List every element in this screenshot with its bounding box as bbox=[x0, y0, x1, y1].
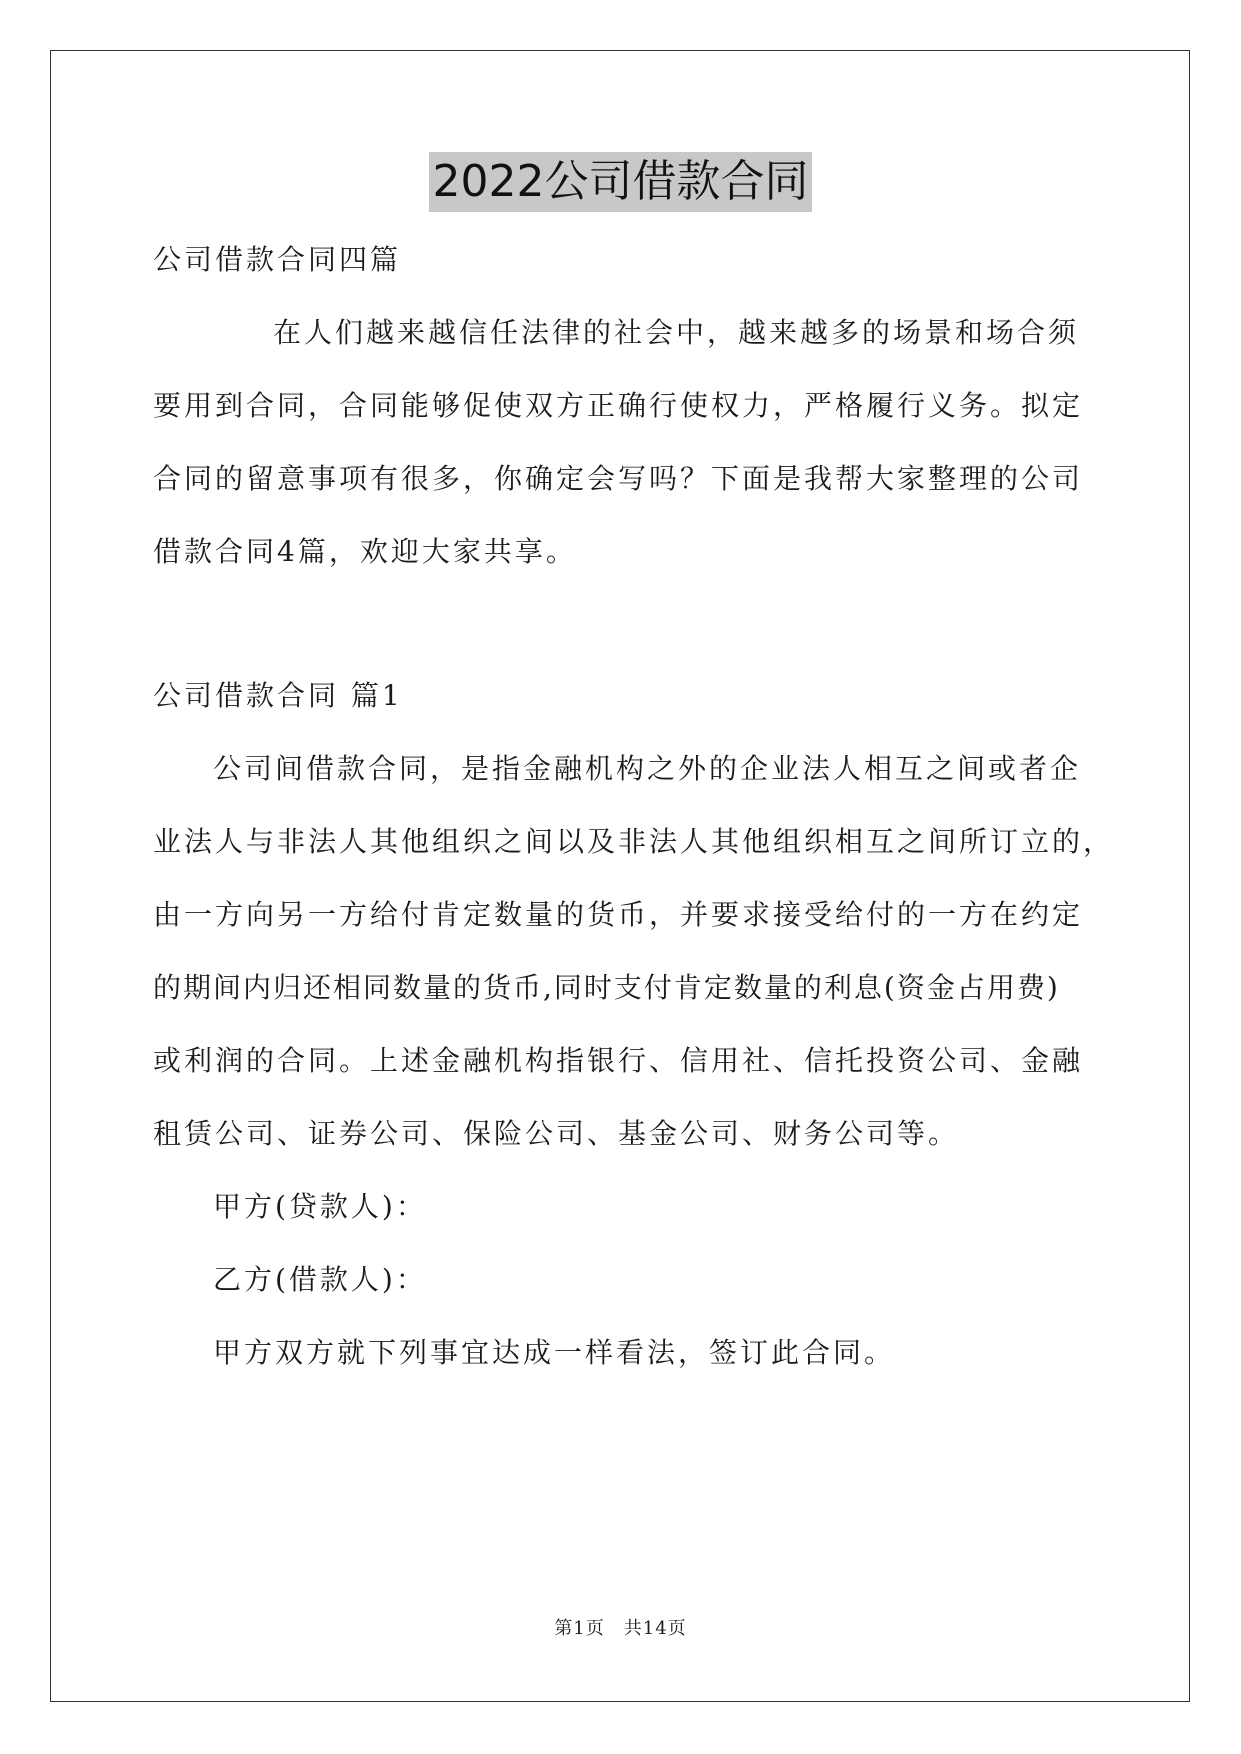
page-border bbox=[50, 50, 1190, 1702]
intro-line-2: 要用到合同，合同能够促使双方正确行使权力，严格履行义务。拟定 bbox=[153, 389, 1084, 422]
body-line-4: 的期间内归还相同数量的货币,同时支付肯定数量的利息(资金占用费) bbox=[153, 971, 1060, 1004]
section-heading: 公司借款合同 篇1 bbox=[153, 679, 403, 712]
body-line-2: 业法人与非法人其他组织之间以及非法人其他组织相互之间所订立的， bbox=[153, 825, 1115, 858]
intro-line-4: 借款合同4篇，欢迎大家共享。 bbox=[153, 535, 577, 568]
intro-line-3: 合同的留意事项有很多，你确定会写吗？下面是我帮大家整理的公司 bbox=[153, 462, 1084, 495]
body-line-1: 公司间借款合同，是指金融机构之外的企业法人相互之间或者企 bbox=[213, 752, 1082, 785]
body-line-3: 由一方向另一方给付肯定数量的货币，并要求接受给付的一方在约定 bbox=[153, 898, 1084, 931]
party-b-label: 乙方(借款人)： bbox=[213, 1263, 427, 1296]
agreement-line: 甲方双方就下列事宜达成一样看法，签订此合同。 bbox=[213, 1336, 896, 1369]
body-line-6: 租赁公司、证券公司、保险公司、基金公司、财务公司等。 bbox=[153, 1117, 960, 1150]
intro-line-1: 在人们越来越信任法律的社会中，越来越多的场景和场合须 bbox=[273, 316, 1080, 349]
title-container bbox=[0, 152, 1241, 212]
body-line-5: 或利润的合同。上述金融机构指银行、信用社、信托投资公司、金融 bbox=[153, 1044, 1084, 1077]
page-footer: 第1页 共14页 bbox=[554, 1618, 687, 1639]
document-subtitle: 公司借款合同四篇 bbox=[153, 243, 402, 276]
party-a-label: 甲方(贷款人)： bbox=[213, 1190, 427, 1223]
document-title: 2022公司借款合同 bbox=[429, 152, 813, 212]
